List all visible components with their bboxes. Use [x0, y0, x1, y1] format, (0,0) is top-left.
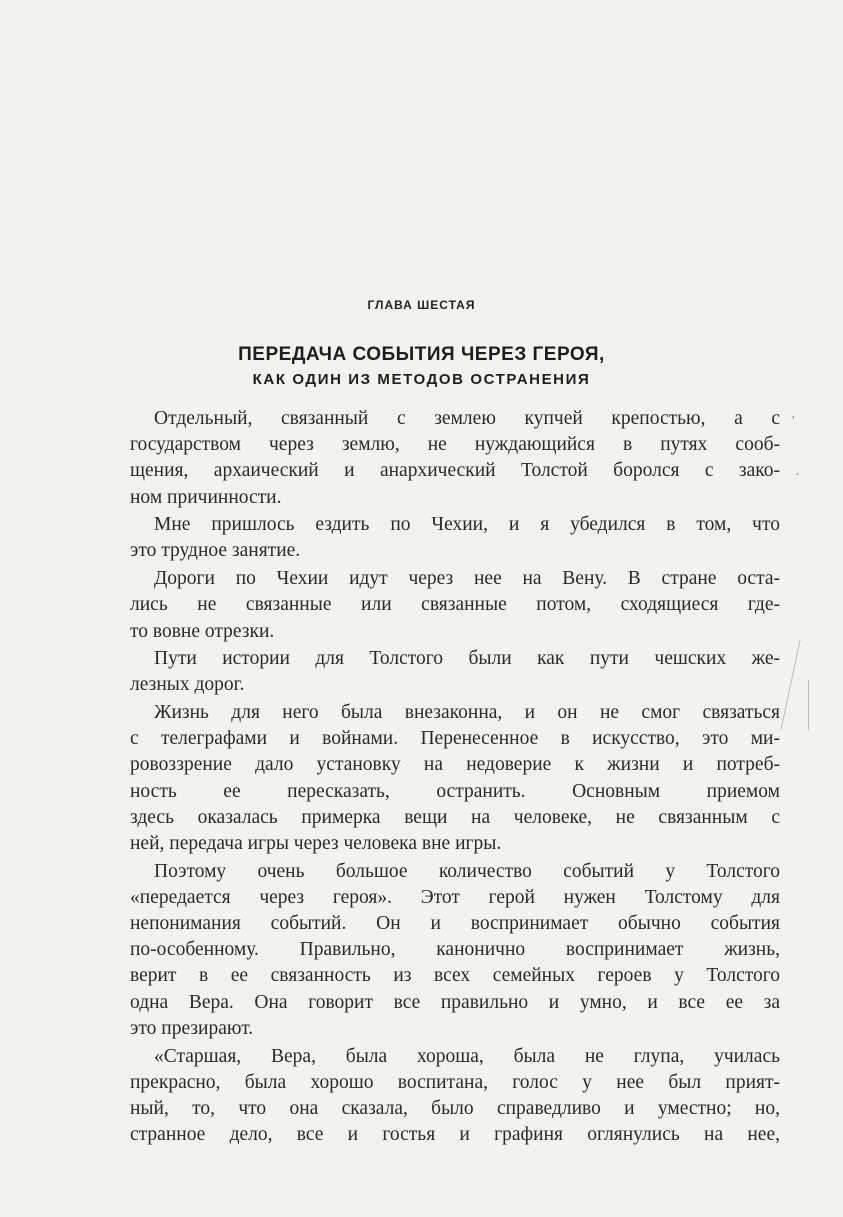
text-line: непонимания событий. Он и воспринимает обычно события — [130, 913, 780, 935]
text-line: ный, то, что она сказала, было справедливо и уместно; но, — [130, 1097, 780, 1119]
text-line: это трудное занятие. — [130, 540, 301, 562]
text-line: ней, передача игры через человека вне игры. — [130, 833, 502, 854]
text-line: щения, архаический и анархический Толстой боролся с зако- — [130, 460, 780, 482]
pencil-mark — [780, 640, 830, 730]
text-line: Жизнь для него была внезаконна, и он не смог связаться — [154, 702, 780, 724]
text-line: «передается через героя». Этот герой нужен Толстому для — [130, 886, 780, 908]
chapter-label: ГЛАВА ШЕСТАЯ — [367, 298, 476, 312]
text-line: ном причинности. — [130, 486, 282, 508]
text-line: Пути истории для Толстого были как пути чешских же- — [154, 648, 780, 670]
paragraph — [130, 406, 780, 511]
text-line: прекрасно, была хорошо воспитана, голос у нее был прият- — [130, 1071, 780, 1093]
paragraph — [130, 1044, 780, 1149]
text-line: по-особенному. Правильно, канонично воспринимает жизнь, — [130, 939, 780, 961]
paragraph — [130, 700, 780, 857]
pencil-mark — [808, 680, 809, 730]
paragraph — [130, 566, 780, 645]
text-line: одна Вера. Она говорит все правильно и умно, и все ее за — [130, 991, 780, 1013]
text-line: ность ее пересказать, остранить. Основным приемом — [130, 780, 780, 802]
text-line: то вовне отрезки. — [130, 620, 275, 642]
body-text — [130, 406, 780, 1150]
paragraph — [130, 512, 780, 564]
paragraph — [130, 646, 780, 698]
text-line: здесь оказалась примерка вещи на человеке, не связанным с — [130, 806, 780, 828]
text-line: Отдельный, связанный с землею купчей крепостью, а с — [154, 408, 780, 429]
text-line: государством через землю, не нуждающийся в путях сооб- — [130, 434, 780, 456]
text-line: Дороги по Чехии идут через нее на Вену. В стране оста- — [154, 568, 780, 590]
text-line: Мне пришлось ездить по Чехии, и я убедился в том, что — [154, 514, 780, 536]
text-line: лись не связанные или связанные потом, сходящиеся где- — [130, 594, 780, 616]
text-line: ровоззрение дало установку на недоверие к жизни и потреб- — [130, 754, 780, 776]
chapter-title: ПЕРЕДАЧА СОБЫТИЯ ЧЕРЕЗ ГЕРОЯ, — [238, 344, 605, 365]
paragraph — [130, 859, 780, 1042]
text-line: Поэтому очень большое количество событий у Толстого — [154, 860, 780, 882]
text-line: верит в ее связанность из всех семейных героев у Толстого — [130, 965, 780, 987]
text-line: «Старшая, Вера, была хороша, была не глупа, училась — [154, 1045, 780, 1067]
text-line: лезных дорог. — [130, 674, 245, 696]
text-line: с телеграфами и войнами. Перенесенное в искусство, это ми- — [130, 728, 780, 750]
scan-speck: ' — [792, 414, 795, 429]
scan-speck: · — [795, 468, 800, 483]
text-line: странное дело, все и гостья и графиня оглянулись на нее, — [130, 1124, 780, 1146]
chapter-subtitle: КАК ОДИН ИЗ МЕТОДОВ ОСТРАНЕНИЯ — [252, 371, 591, 388]
text-line: это презирают. — [130, 1017, 254, 1039]
